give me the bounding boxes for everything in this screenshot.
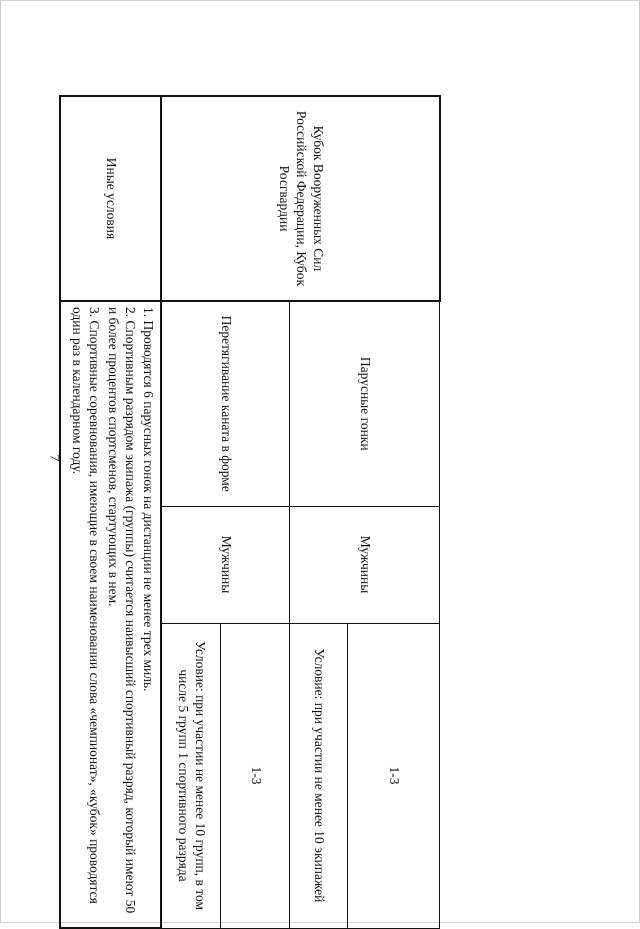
places-cell: 1-3	[221, 624, 290, 928]
note-item: 3. Спортивные соревнования, имеющие в своем наименовании слова «чемпионат», «кубок» проводятся один раз в календарном году.	[70, 307, 102, 904]
gender-cell: Мужчины	[162, 506, 291, 623]
discipline-cell: Перетягивание каната в форме	[162, 301, 291, 506]
notes-cell	[61, 301, 162, 928]
note-item: 2. Спортивным разрядом экипажа (группы) считается наивысший спортивный разряд, который имеют 50 и более процентов спортсменов, стартующих в нем.	[105, 307, 138, 914]
qualification-table	[60, 95, 442, 929]
places-cell: 1-3	[348, 623, 440, 928]
competition-name-cell: Кубок Вооруженных Сил Российской Федерации, Кубок Росгвардии	[162, 96, 441, 301]
rotated-table-wrapper	[62, 95, 441, 927]
other-conditions-label: Иные условия	[61, 96, 162, 301]
discipline-cell: Парусные гонки	[290, 301, 440, 506]
places-condition-cell	[162, 623, 291, 928]
condition-cell: Условие: при участии не менее 10 групп, в том числе 5 групп 1 спортивного разряда	[176, 640, 209, 911]
condition-cell: Условие: при участии не менее 10 экипажей	[290, 623, 348, 928]
table-row	[348, 96, 440, 928]
table-row	[61, 96, 162, 928]
page-number: 7	[46, 454, 62, 462]
note-item: 1. Проводятся 6 парусных гонок на дистанции не менее трех миль.	[141, 307, 157, 692]
gender-cell: Мужчины	[290, 506, 440, 623]
